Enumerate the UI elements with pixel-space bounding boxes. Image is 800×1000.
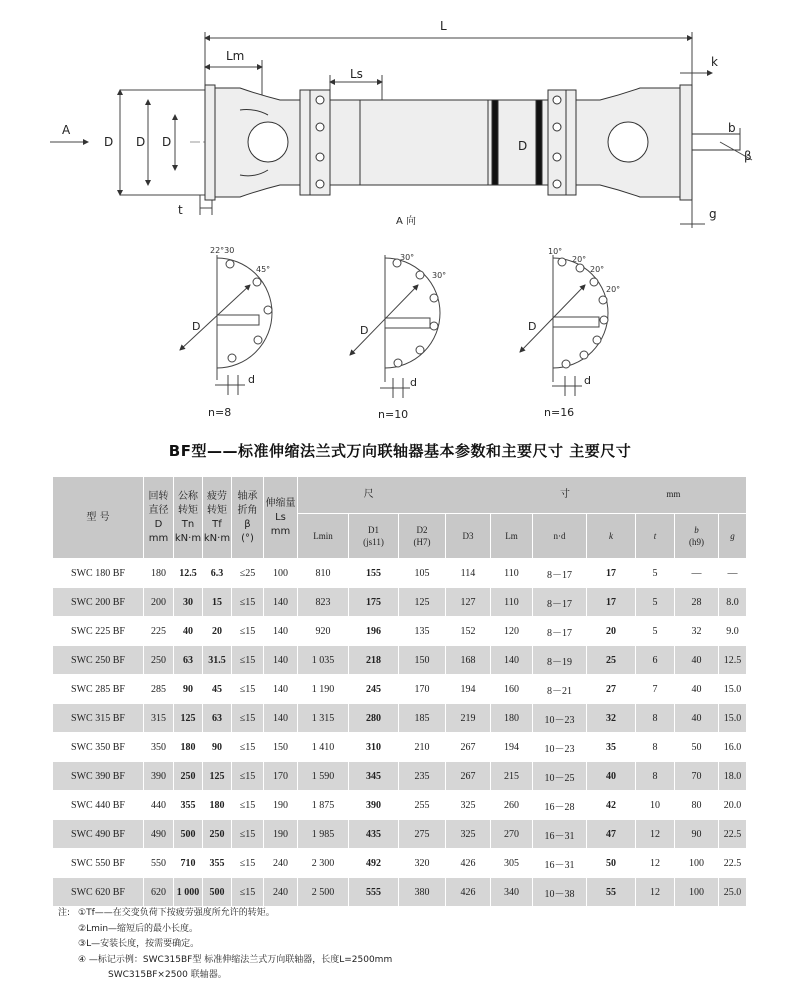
table-cell: 2 300	[298, 849, 349, 878]
table-cell: 810	[298, 559, 349, 588]
table-cell: ≤15	[232, 820, 264, 849]
table-cell: 426	[446, 849, 491, 878]
table-cell: 12.5	[174, 559, 203, 588]
header-b: b (h9)	[675, 514, 719, 559]
view2-d1: D	[360, 324, 369, 337]
table-row	[53, 617, 747, 646]
table-cell: 22.5	[719, 820, 747, 849]
table-cell: 170	[399, 675, 446, 704]
table-cell: 32	[587, 704, 636, 733]
table-cell: 180	[491, 704, 533, 733]
dim-t-label: t	[178, 203, 183, 217]
table-cell: 12.5	[719, 646, 747, 675]
view1-angle1: 22°30	[210, 246, 235, 255]
table-cell: 17	[587, 588, 636, 617]
notes-label: 注:	[58, 908, 71, 918]
view-arrow-label: A	[62, 123, 71, 137]
table-cell: 20	[587, 617, 636, 646]
table-cell: 120	[491, 617, 533, 646]
table-cell: 10－25	[533, 762, 587, 791]
table-row	[53, 733, 747, 762]
table-cell: 305	[491, 849, 533, 878]
table-cell: 8	[636, 704, 675, 733]
table-cell: 185	[399, 704, 446, 733]
view-label: A 向	[396, 216, 417, 227]
table-cell: 155	[349, 559, 399, 588]
table-cell: 31.5	[203, 646, 232, 675]
table-cell: 8	[636, 733, 675, 762]
table-cell: SWC 285 BF	[53, 675, 144, 704]
table-cell: 267	[446, 762, 491, 791]
table-cell: 40	[587, 762, 636, 791]
table-cell: 9.0	[719, 617, 747, 646]
dim-Lm-label: Lm	[226, 49, 245, 63]
view3-n: n=16	[544, 406, 575, 419]
table-cell: 1 590	[298, 762, 349, 791]
table-cell: SWC 350 BF	[53, 733, 144, 762]
table-cell: 140	[264, 588, 298, 617]
table-cell: 15	[203, 588, 232, 617]
dim-D2-label: D	[162, 135, 172, 149]
table-cell: SWC 440 BF	[53, 791, 144, 820]
table-cell: 22.5	[719, 849, 747, 878]
table-cell: 210	[399, 733, 446, 762]
table-cell: 194	[446, 675, 491, 704]
table-cell: 8	[636, 762, 675, 791]
table-cell: 170	[264, 762, 298, 791]
table-cell: 16.0	[719, 733, 747, 762]
table-cell: 127	[446, 588, 491, 617]
table-cell: 63	[174, 646, 203, 675]
table-cell: 90	[675, 820, 719, 849]
view1-angle2: 45°	[256, 265, 271, 274]
table-cell: 235	[399, 762, 446, 791]
table-cell: 8.0	[719, 588, 747, 617]
table-cell: 40	[675, 646, 719, 675]
table-cell: 240	[264, 849, 298, 878]
table-cell: 168	[446, 646, 491, 675]
note-1: ①Tf——在交变负荷下按疲劳强度所允许的转矩。	[78, 908, 275, 918]
table-cell: 45	[203, 675, 232, 704]
table-cell: 1 190	[298, 675, 349, 704]
table-cell: 32	[675, 617, 719, 646]
table-cell: SWC 390 BF	[53, 762, 144, 791]
table-cell: 196	[349, 617, 399, 646]
table-cell: ≤15	[232, 617, 264, 646]
header-t: t	[636, 514, 675, 559]
table-cell: 10	[636, 791, 675, 820]
table-row	[53, 820, 747, 849]
table-cell: 35	[587, 733, 636, 762]
table-cell: 500	[203, 878, 232, 907]
table-cell: 310	[349, 733, 399, 762]
view3-d: d	[584, 374, 591, 387]
table-cell: 110	[491, 588, 533, 617]
table-cell: 40	[675, 675, 719, 704]
table-cell: 70	[675, 762, 719, 791]
table-row	[53, 588, 747, 617]
table-cell: 15.0	[719, 675, 747, 704]
view1-d: d	[248, 373, 255, 386]
header-dimensions: 尺 寸 mm	[298, 477, 747, 514]
table-cell: 125	[399, 588, 446, 617]
view2-angle2: 30°	[432, 271, 447, 280]
header-lm: Lm	[491, 514, 533, 559]
table-cell: 215	[491, 762, 533, 791]
table-cell: 218	[349, 646, 399, 675]
table-cell: 1 410	[298, 733, 349, 762]
view3-d1: D	[528, 320, 537, 333]
table-cell: 350	[144, 733, 174, 762]
table-cell: 823	[298, 588, 349, 617]
table-cell: ≤15	[232, 878, 264, 907]
table-cell: 190	[264, 820, 298, 849]
table-cell: 140	[264, 646, 298, 675]
table-cell: 315	[144, 704, 174, 733]
table-cell: 6.3	[203, 559, 232, 588]
view3-angle4: 20°	[606, 285, 621, 294]
header-k: k	[587, 514, 636, 559]
dim-D-label: D	[104, 135, 114, 149]
table-cell: 2 500	[298, 878, 349, 907]
table-cell: 250	[203, 820, 232, 849]
table-cell: 175	[349, 588, 399, 617]
header-stretch: 伸缩量 Ls mm	[264, 477, 298, 559]
dim-b-label: b	[728, 121, 736, 135]
header-rotation-diameter: 回转 直径 D mm	[144, 477, 174, 559]
table-cell: 8－21	[533, 675, 587, 704]
header-nd: n·d	[533, 514, 587, 559]
table-cell: ≤25	[232, 559, 264, 588]
table-cell: 1 985	[298, 820, 349, 849]
table-cell: 40	[675, 704, 719, 733]
table-cell: 30	[174, 588, 203, 617]
table-cell: 50	[675, 733, 719, 762]
table-cell: 245	[349, 675, 399, 704]
table-cell: 25.0	[719, 878, 747, 907]
header-nominal-torque: 公称 转矩 Tn kN·m	[174, 477, 203, 559]
table-cell: 190	[264, 791, 298, 820]
table-cell: 435	[349, 820, 399, 849]
note-2: ②Lmin—缩短后的最小长度。	[78, 923, 199, 934]
view3-angle2: 20°	[572, 255, 587, 264]
table-cell: SWC 490 BF	[53, 820, 144, 849]
table-cell: 114	[446, 559, 491, 588]
table-cell: 150	[399, 646, 446, 675]
table-cell: 16－31	[533, 849, 587, 878]
table-cell: 7	[636, 675, 675, 704]
table-cell: 340	[491, 878, 533, 907]
table-cell: 80	[675, 791, 719, 820]
table-cell: 492	[349, 849, 399, 878]
table-cell: SWC 550 BF	[53, 849, 144, 878]
table-cell: 8－17	[533, 588, 587, 617]
table-cell: 380	[399, 878, 446, 907]
table-cell: 17	[587, 559, 636, 588]
table-cell: 16－28	[533, 791, 587, 820]
view2-n: n=10	[378, 408, 409, 421]
table-cell: ≤15	[232, 704, 264, 733]
table-cell: 180	[144, 559, 174, 588]
table-cell: 5	[636, 559, 675, 588]
view2-angle1: 30°	[400, 253, 415, 262]
view1-d1: D	[192, 320, 201, 333]
table-cell: 140	[264, 675, 298, 704]
view1-n: n=8	[208, 406, 232, 419]
table-cell: 12	[636, 820, 675, 849]
table-row	[53, 762, 747, 791]
table-cell: 426	[446, 878, 491, 907]
table-cell: 15.0	[719, 704, 747, 733]
table-cell: 63	[203, 704, 232, 733]
table-cell: —	[675, 559, 719, 588]
table-row	[53, 791, 747, 820]
table-cell: 55	[587, 878, 636, 907]
table-cell: 550	[144, 849, 174, 878]
table-cell: 194	[491, 733, 533, 762]
table-cell: 47	[587, 820, 636, 849]
table-cell: 140	[491, 646, 533, 675]
dim-D1-label: D	[136, 135, 146, 149]
table-cell: 100	[264, 559, 298, 588]
table-cell: 1 000	[174, 878, 203, 907]
table-cell: 90	[174, 675, 203, 704]
table-cell: 140	[264, 617, 298, 646]
view2-d: d	[410, 376, 417, 389]
table-cell: 140	[264, 704, 298, 733]
table-cell: 8－17	[533, 617, 587, 646]
table-cell: 555	[349, 878, 399, 907]
table-cell: 260	[491, 791, 533, 820]
table-cell: ≤15	[232, 588, 264, 617]
table-cell: 10－23	[533, 704, 587, 733]
dim-k-label: k	[711, 55, 718, 69]
table-cell: 8－17	[533, 559, 587, 588]
table-cell: —	[719, 559, 747, 588]
table-cell: SWC 315 BF	[53, 704, 144, 733]
table-cell: 1 035	[298, 646, 349, 675]
table-cell: 18.0	[719, 762, 747, 791]
dim-g-label: g	[709, 207, 717, 221]
table-cell: 20.0	[719, 791, 747, 820]
table-cell: 267	[446, 733, 491, 762]
header-model: 型 号	[53, 477, 144, 559]
table-cell: 10－38	[533, 878, 587, 907]
table-cell: 105	[399, 559, 446, 588]
table-cell: 20	[203, 617, 232, 646]
table-cell: 920	[298, 617, 349, 646]
table-cell: 110	[491, 559, 533, 588]
table-cell: 100	[675, 849, 719, 878]
table-row	[53, 878, 747, 907]
table-cell: 150	[264, 733, 298, 762]
table-cell: 27	[587, 675, 636, 704]
view3-angle3: 20°	[590, 265, 605, 274]
table-row	[53, 849, 747, 878]
table-cell: 50	[587, 849, 636, 878]
note-5: SWC315BF×2500 联轴器。	[108, 970, 227, 980]
dim-Ls-label: Ls	[350, 67, 363, 81]
table-cell: 620	[144, 878, 174, 907]
table-cell: 125	[174, 704, 203, 733]
table-row	[53, 675, 747, 704]
table-cell: SWC 225 BF	[53, 617, 144, 646]
table-cell: 180	[203, 791, 232, 820]
table-cell: 152	[446, 617, 491, 646]
header-fatigue-torque: 疲劳 转矩 Tf kN·m	[203, 477, 232, 559]
coupling-drawing	[0, 0, 800, 430]
table-cell: 200	[144, 588, 174, 617]
table-cell: 6	[636, 646, 675, 675]
table-cell: 25	[587, 646, 636, 675]
table-cell: ≤15	[232, 849, 264, 878]
table-cell: 280	[349, 704, 399, 733]
table-cell: 320	[399, 849, 446, 878]
table-cell: 16－31	[533, 820, 587, 849]
note-4: ④ —标记示例：SWC315BF型 标准伸缩法兰式万向联轴器，长度L=2500mm	[78, 954, 393, 965]
table-cell: 355	[174, 791, 203, 820]
header-g: g	[719, 514, 747, 559]
table-row	[53, 704, 747, 733]
table-cell: 125	[203, 762, 232, 791]
table-cell: 355	[203, 849, 232, 878]
table-cell: SWC 250 BF	[53, 646, 144, 675]
table-cell: ≤15	[232, 762, 264, 791]
spec-table	[52, 476, 747, 907]
table-cell: 240	[264, 878, 298, 907]
table-cell: 12	[636, 849, 675, 878]
table-cell: SWC 180 BF	[53, 559, 144, 588]
table-cell: 1 875	[298, 791, 349, 820]
table-cell: 180	[174, 733, 203, 762]
header-d3: D3	[446, 514, 491, 559]
table-cell: 225	[144, 617, 174, 646]
notes	[58, 906, 738, 984]
table-cell: 40	[174, 617, 203, 646]
table-row	[53, 646, 747, 675]
table-cell: 90	[203, 733, 232, 762]
dim-D3-label: D	[518, 139, 528, 153]
table-cell: 135	[399, 617, 446, 646]
table-cell: 345	[349, 762, 399, 791]
table-cell: 440	[144, 791, 174, 820]
page-title: BF型——标准伸缩法兰式万向联轴器基本参数和主要尺寸 主要尺寸	[168, 442, 632, 460]
table-cell: 710	[174, 849, 203, 878]
table-cell: SWC 200 BF	[53, 588, 144, 617]
header-d2: D2 (H7)	[399, 514, 446, 559]
table-cell: 325	[446, 791, 491, 820]
table-cell: 285	[144, 675, 174, 704]
table-cell: 500	[174, 820, 203, 849]
note-3: ③L—安装长度，按需要确定。	[78, 939, 200, 949]
table-cell: 490	[144, 820, 174, 849]
table-cell: ≤15	[232, 791, 264, 820]
table-cell: 1 315	[298, 704, 349, 733]
table-cell: 270	[491, 820, 533, 849]
table-cell: ≤15	[232, 646, 264, 675]
table-cell: 250	[144, 646, 174, 675]
table-cell: 5	[636, 588, 675, 617]
table-cell: 390	[349, 791, 399, 820]
table-cell: 160	[491, 675, 533, 704]
dim-beta-label: β	[744, 149, 752, 163]
view3-angle1: 10°	[548, 247, 563, 256]
table-cell: 10－23	[533, 733, 587, 762]
table-cell: 5	[636, 617, 675, 646]
table-cell: 325	[446, 820, 491, 849]
table-cell: 219	[446, 704, 491, 733]
table-cell: 275	[399, 820, 446, 849]
table-cell: 42	[587, 791, 636, 820]
table-cell: 250	[174, 762, 203, 791]
header-bearing-angle: 轴承 折角 β (°)	[232, 477, 264, 559]
table-cell: 390	[144, 762, 174, 791]
header-lmin: Lmin	[298, 514, 349, 559]
dim-L-label: L	[440, 19, 447, 33]
table-cell: ≤15	[232, 675, 264, 704]
table-cell: 100	[675, 878, 719, 907]
table-cell: ≤15	[232, 733, 264, 762]
table-cell: 12	[636, 878, 675, 907]
header-d1: D1 (js11)	[349, 514, 399, 559]
table-cell: 8－19	[533, 646, 587, 675]
table-body	[53, 559, 747, 907]
table-cell: SWC 620 BF	[53, 878, 144, 907]
table-row	[53, 559, 747, 588]
table-cell: 28	[675, 588, 719, 617]
table-cell: 255	[399, 791, 446, 820]
